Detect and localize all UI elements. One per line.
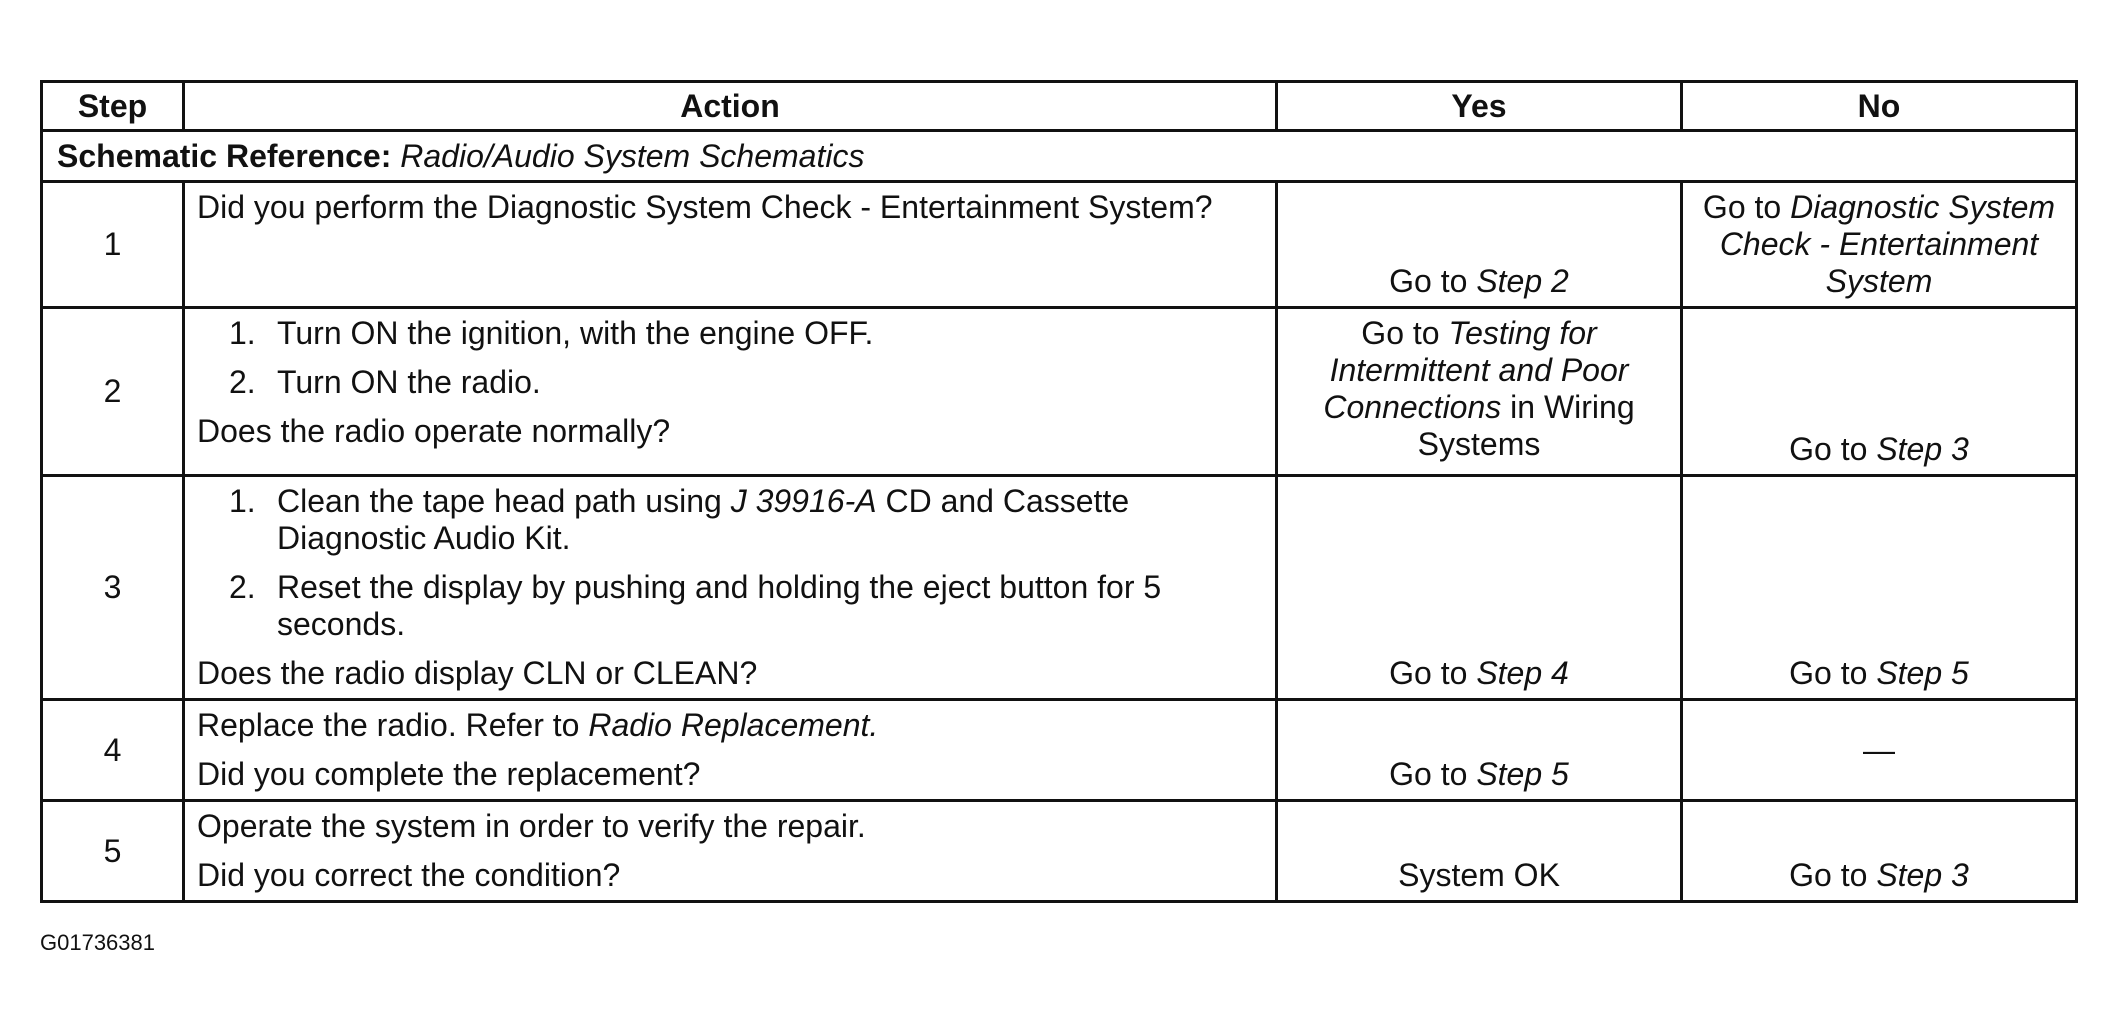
yes-prefix: Go to [1361, 315, 1449, 351]
action-instruction: Operate the system in order to verify the repair. [197, 808, 866, 844]
action-cell [184, 801, 1277, 902]
action-list-item [229, 364, 1263, 401]
figure-id: G01736381 [40, 930, 155, 955]
item-text [277, 483, 1263, 557]
table-row [42, 182, 2077, 308]
item-number: 1. [229, 315, 256, 351]
no-link[interactable]: Step 3 [1876, 431, 1969, 467]
yes-cell [1277, 308, 1682, 476]
no-cell [1682, 801, 2077, 902]
action-cell [184, 308, 1277, 476]
item-number: 2. [229, 569, 256, 605]
step-number: 2 [42, 308, 184, 476]
no-cell [1682, 476, 2077, 700]
item-number: 1. [229, 483, 256, 519]
schematic-reference-row [42, 131, 2077, 182]
action-list-item [229, 315, 1263, 352]
header-action: Action [184, 82, 1277, 131]
header-no: No [1682, 82, 2077, 131]
action-cell [184, 476, 1277, 700]
table-row [42, 801, 2077, 902]
action-cell [184, 182, 1277, 308]
yes-link[interactable]: Testing for Intermittent and Poor Connections [1323, 315, 1629, 425]
no-dash: — [1863, 731, 1895, 768]
yes-prefix: Go to [1389, 655, 1477, 691]
yes-link[interactable]: Step 2 [1476, 263, 1569, 299]
action-list-item [229, 483, 1263, 557]
step-number: 1 [42, 182, 184, 308]
no-link[interactable]: Diagnostic System Check - Entertainment System [1719, 189, 2056, 299]
yes-prefix: Go to [1389, 263, 1477, 299]
instruction-text: Replace the radio. Refer to [197, 707, 589, 743]
no-prefix: Go to [1789, 431, 1877, 467]
step-number: 5 [42, 801, 184, 902]
action-question: Does the radio operate normally? [197, 413, 671, 449]
no-cell [1682, 182, 2077, 308]
yes-cell [1277, 182, 1682, 308]
yes-prefix: Go to [1389, 756, 1477, 792]
action-question: Does the radio display CLN or CLEAN? [197, 655, 758, 691]
item-text: Turn ON the ignition, with the engine OFF. [277, 315, 874, 351]
schematic-reference-link[interactable]: Radio/Audio System Schematics [400, 137, 865, 174]
schematic-reference-label: Schematic Reference: [57, 137, 392, 174]
yes-result: System OK [1398, 857, 1560, 893]
action-instruction [197, 707, 1263, 744]
step-number: 3 [42, 476, 184, 700]
schematic-reference-cell [42, 131, 2077, 182]
no-prefix: Go to [1702, 189, 1791, 225]
action-question: Did you perform the Diagnostic System Check - Entertainment System? [197, 189, 1213, 225]
header-step: Step [42, 82, 184, 131]
action-question: Did you complete the replacement? [197, 756, 701, 792]
yes-cell [1277, 476, 1682, 700]
no-link[interactable]: Step 5 [1876, 655, 1969, 691]
yes-cell [1277, 700, 1682, 801]
no-prefix: Go to [1789, 857, 1877, 893]
step-number: 4 [42, 700, 184, 801]
item-text-post: CD and Cassette Diagnostic Audio Kit. [277, 483, 1130, 556]
header-row [42, 82, 2077, 131]
item-number: 2. [229, 364, 256, 400]
no-cell [1682, 700, 2077, 801]
item-text: Turn ON the radio. [277, 364, 541, 400]
yes-link[interactable]: Step 4 [1476, 655, 1569, 691]
action-cell [184, 700, 1277, 801]
header-yes: Yes [1277, 82, 1682, 131]
no-prefix: Go to [1789, 655, 1877, 691]
yes-cell [1277, 801, 1682, 902]
action-list-item [229, 569, 1263, 643]
yes-suffix: in Wiring Systems [1417, 389, 1635, 462]
table-row [42, 700, 2077, 801]
no-cell [1682, 308, 2077, 476]
table-row [42, 308, 2077, 476]
no-link[interactable]: Step 3 [1876, 857, 1969, 893]
procedure-link[interactable]: Radio Replacement. [588, 707, 879, 743]
item-text: Reset the display by pushing and holding the eject button for 5 seconds. [277, 569, 1162, 642]
tool-reference: J 39916-A [730, 483, 877, 519]
table-row [42, 476, 2077, 700]
diagnostic-table [40, 80, 2078, 903]
action-question: Did you correct the condition? [197, 857, 621, 893]
yes-link[interactable]: Step 5 [1476, 756, 1569, 792]
item-text-pre: Clean the tape head path using [277, 483, 731, 519]
